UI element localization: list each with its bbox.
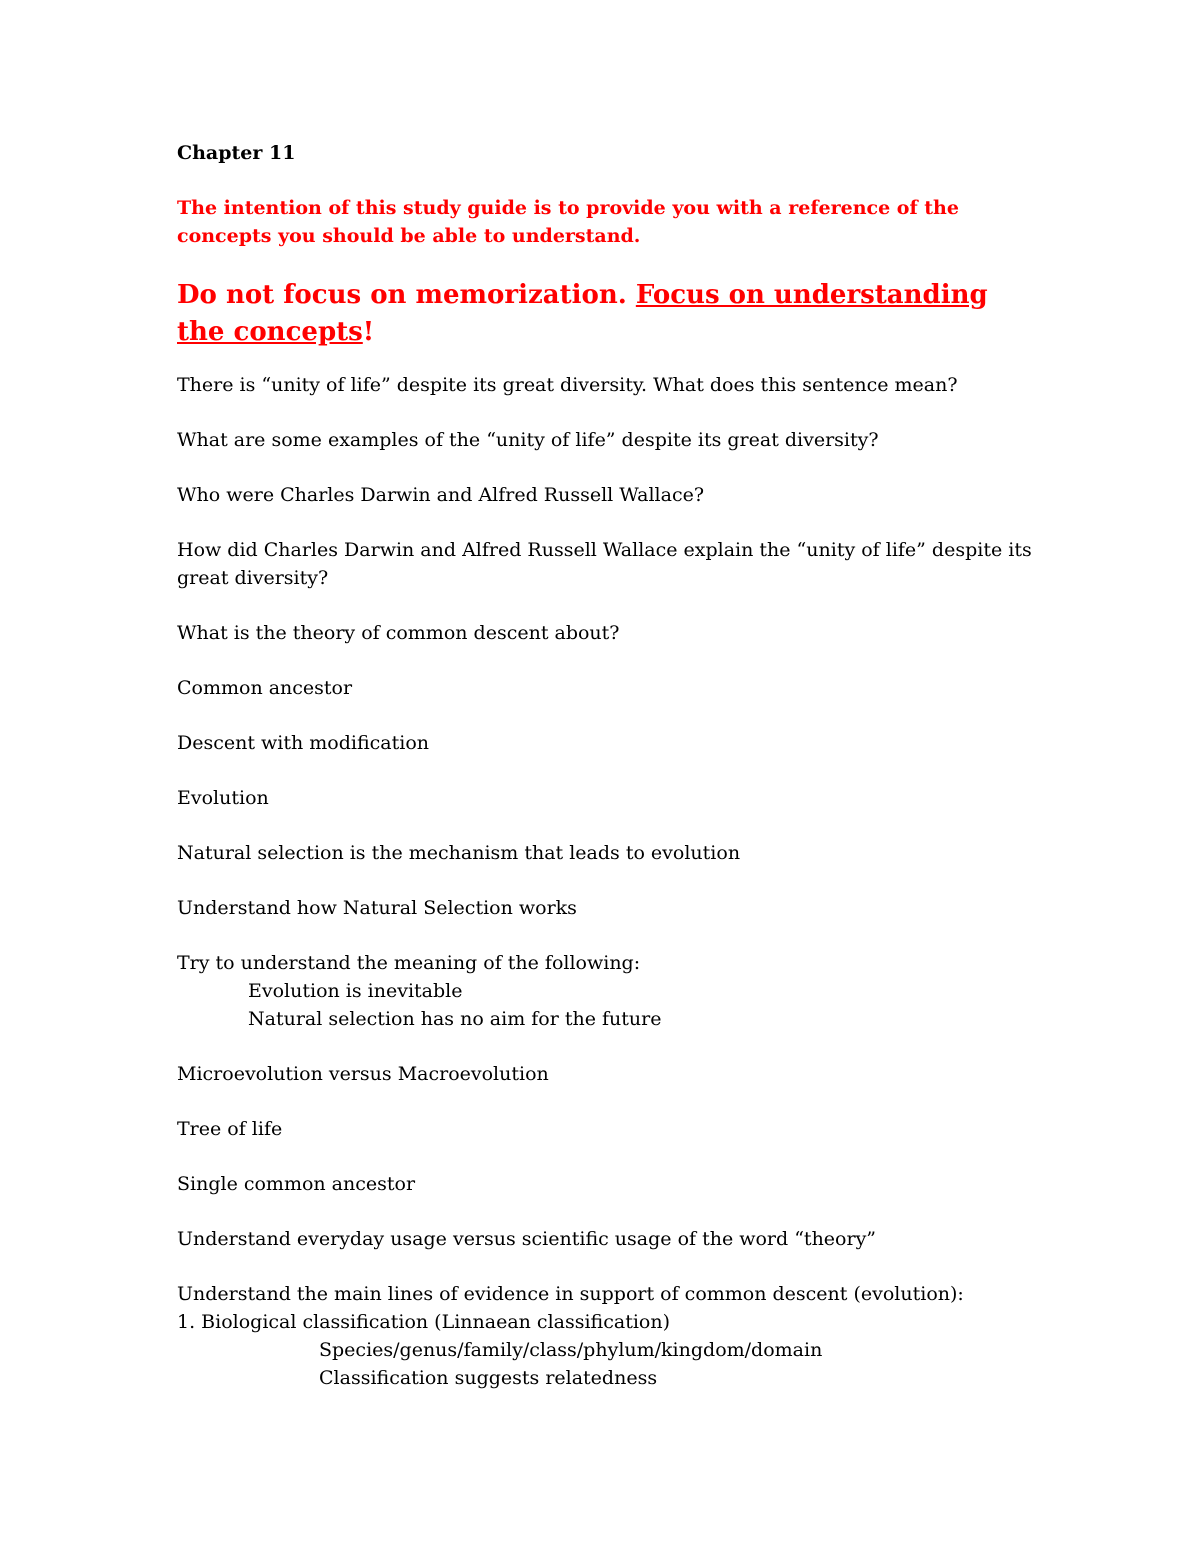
chapter-title: Chapter 11 bbox=[177, 142, 296, 164]
question-unity-examples: What are some examples of the “unity of life” despite its great diversity? bbox=[177, 429, 879, 451]
question-common-descent: What is the theory of common descent about? bbox=[177, 622, 620, 644]
evidence-heading: Understand the main lines of evidence in support of common descent (evolution): bbox=[177, 1283, 964, 1305]
try-subitem: Evolution is inevitable bbox=[248, 980, 463, 1002]
term-descent-with-modification: Descent with modification bbox=[177, 732, 430, 754]
document-body bbox=[177, 139, 1037, 1419]
emphasis-underlined-text: Focus on understanding the concepts bbox=[177, 280, 988, 347]
term-tree-of-life: Tree of life bbox=[177, 1118, 283, 1140]
emphasis-exclamation: ! bbox=[362, 317, 375, 347]
emphasis-text: Do not focus on memorization. bbox=[177, 280, 636, 310]
term-common-ancestor: Common ancestor bbox=[177, 677, 353, 699]
term-theory-usage: Understand everyday usage versus scientific usage of the word “theory” bbox=[177, 1228, 877, 1250]
evidence-subitem: Species/genus/family/class/phylum/kingdom/domain bbox=[319, 1339, 823, 1361]
intro-paragraph: The intention of this study guide is to provide you with a reference of the concepts you should be able to understand. bbox=[177, 197, 959, 247]
evidence-subitem: Classification suggests relatedness bbox=[319, 1367, 658, 1389]
term-micro-macro: Microevolution versus Macroevolution bbox=[177, 1063, 549, 1085]
evidence-point: 1. Biological classification (Linnaean classification) bbox=[177, 1311, 670, 1333]
try-heading: Try to understand the meaning of the following: bbox=[177, 952, 641, 974]
emphasis-paragraph bbox=[177, 277, 1037, 351]
try-subitem: Natural selection has no aim for the future bbox=[248, 1008, 662, 1030]
term-natural-selection-mechanism: Natural selection is the mechanism that leads to evolution bbox=[177, 842, 741, 864]
term-evolution: Evolution bbox=[177, 787, 269, 809]
try-block bbox=[177, 949, 1037, 1033]
question-darwin-wallace: Who were Charles Darwin and Alfred Russell Wallace? bbox=[177, 484, 705, 506]
term-natural-selection-works: Understand how Natural Selection works bbox=[177, 897, 577, 919]
evidence-block bbox=[177, 1280, 1037, 1392]
term-single-common-ancestor: Single common ancestor bbox=[177, 1173, 416, 1195]
question-unity-meaning: There is “unity of life” despite its great diversity. What does this sentence mean? bbox=[177, 374, 958, 396]
question-darwin-wallace-explain: How did Charles Darwin and Alfred Russell Wallace explain the “unity of life” despite its great diversity? bbox=[177, 539, 1032, 589]
